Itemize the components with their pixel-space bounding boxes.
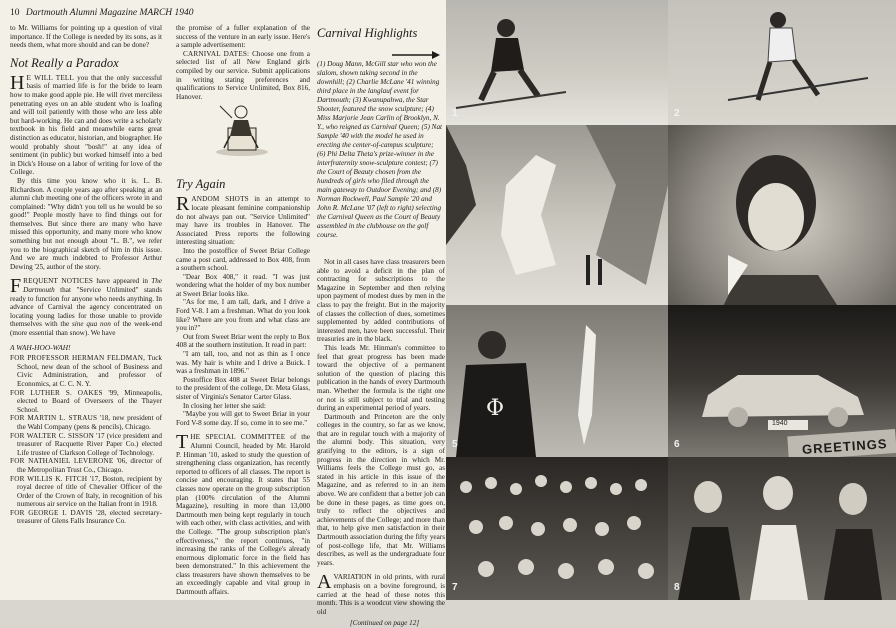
photo-number: 5: [452, 439, 458, 450]
intro-paragraph: to Mr. Williams for pointing up a question of vital importance. If the College is needed by its sons, as it needs them, what more should and can be done?: [10, 24, 162, 50]
student-sketch-illustration: [212, 98, 272, 158]
paradox-paragraph-1: H E WILL TELL you that the only successful basis of married life is for the bride to learn how to make good apple pie. He will rivet merciless penetrating eyes on an able student who is loafing and will toil patiently with those who are less able but hard-working. He can and does write a scholarly textbook in his field and meanwhile earns great distinction as educator, historian, and biographer. He would probably shout "bosh!" at any idea of sentiment (in public) but worked himself into a bed in Dick's House on a labor of writing for love of the College.: [10, 71, 162, 177]
photo-number: 2: [674, 108, 680, 119]
honors-list: [10, 354, 162, 526]
heading-try-again: Try Again: [176, 177, 226, 192]
continued-note: [Continued on page 12]: [349, 619, 420, 628]
promise-paragraph: the promise of a fuller explanation of the success of the venture in an early issue. Here's a sample advertisement:: [176, 24, 310, 50]
princeton-paragraph: Dartmouth and Princeton are the only colleges in the country, so far as we know, that are in regular touch with a majority of the alumni body. This situation, very gratifying to the editors, is a sign of progress in the direction in which Mr. Williams feels the College must go, as stated in his article in this issue of the Magazine, and as referred to in an item above. We are confident that a better job can be done in these pages, as time goes on, truly to reflect the objectives and achievements of the College; and more than that, to help give men satisfaction in their Dartmouth association during the fifty years of post-college life, that Mr. Williams describes, as well as the undergraduate four years.: [317, 412, 446, 567]
service-unlimited-paragraph: FREQUENT NOTICES have appeared in The Dartmouth that "Service Unlimited" stands ready to function for anyone who needs anything. In advance of Carnival the agency concentrated on locating young ladies for those unable to provide themselves with the sine qua non of the week-end (more essential than snow). We have: [10, 275, 163, 337]
photo-5-sculptor-with-model: [446, 305, 668, 457]
drop-cap: F: [10, 275, 22, 298]
wah-hoo-wah-heading: A WAH-HOO-WAH!: [10, 342, 71, 352]
photo-6-fraternity-sculpture: [668, 305, 896, 457]
honor-item: FOR NATHANIEL LEVERONE '06, director of the Metropolitan Trust Co., Chicago.: [10, 457, 162, 474]
try-again-paragraph-6: "I am tall, too, and not as thin as I once was. My hair is white and I drive a Buick. I was a freshman in 1896.": [176, 350, 310, 376]
drop-cap: A: [317, 571, 332, 594]
photo-8-queen-selection: [668, 457, 896, 600]
committee-paragraph: THE SPECIAL COMMITTEE of the Alumni Council, headed by Mr. Harold P. Hinman '10, asked to study the question of strengthening class organization, has recently reported to officers of all classes. The report is concise and encouraging. It states that 55 classes now operate on the group subscription plan (100% circulation of the Alumni Magazine), resulting in more than 13,000 Dartmouth men being kept regularly in touch with each other, with class activities, and with the College. "The group subscription plan's effectiveness," the report continues, "in increasing the ranks of the College's already enormous diplomatic force in the field has been demonstrated." In this achievement the class treasurers have shown themselves to be an exceedingly capable and vital group in Dartmouth affairs.: [176, 431, 310, 597]
heading-not-really-a-paradox: Not Really a Paradox: [10, 55, 119, 70]
honor-item: FOR GEORGE I. DAVIS '28, elected secretary-treasurer of Glens Falls Insurance Co.: [10, 508, 162, 526]
drop-cap: R: [176, 193, 190, 216]
photo-number: 8: [674, 582, 680, 593]
svg-text:Φ: Φ: [486, 396, 505, 421]
try-again-paragraph-3: "Dear Box 408," it read. "I was just wondering what the holder of my box number at Sweet Briar looks like.: [176, 272, 310, 298]
try-again-paragraph-1: RANDOM SHOTS in an attempt to locate pleasant feminine companionship do not always pan out. "Service Unlimited" may have its troubles in Hanover. The Associated Press reports the following interesting situation:: [176, 193, 310, 247]
photo-number: 7: [452, 582, 458, 593]
progress-paragraph: This leads Mr. Hinman's committee to feel that great progress has been made toward the objective of a permanent solution of the question of placing this publication in the hands of every Dartmouth man. Whether the formula is the right one or not is still subject to trial and testing during an experimental period of years.: [317, 343, 445, 413]
photo-caption: (1) Doug Mann, McGill star who won the slalom, shown taking second in the downhill; (2) Charlie McLane '41 winning third place in the langlauf event for Dartmouth; (3) Kwanupahwa, the Star Shooter, featured the snow sculpture; (4) Miss Marjorie Jean Carlin of Brooklyn, N. Y., who reigned as Carnival Queen; (5) Nat Sample '40 with the model he used in erecting the center-of-campus sculpture; (6) Phi Delta Theta's prize-winner in the interfraternity snow-sculpture contest; (7) the Court of Beauty chosen from the hundreds of girls who filed through the main gateway to Outdoor Evening; and (8) Norman Rockwell, Paul Sample '20 and John R. McLane '07 (left to right) selecting the Carnival Queen as the Court of Beauty assembled in the clubhouse on the golf course.: [317, 60, 443, 239]
carnival-highlights-heading: Carnival Highlights: [317, 26, 418, 40]
try-again-paragraph-8: In closing her letter she said:: [183, 401, 266, 410]
drop-cap: H: [10, 71, 25, 94]
magazine-title: Dartmouth Alumni Magazine: [25, 8, 138, 18]
photo-number: 1: [452, 108, 458, 119]
paradox-paragraph-2: By this time you know who it is. L. B. Richardson. A couple years ago after speaking at an alumni club meeting one of the officers wrote in and complained: "Why didn't you tell us he would be so good!" People mostly have to find things out for themselves. But since there are many who have missed this opportunity, and many more who know something but not enough about "L. B.", we refer you to the biographical sketch of him in this issue. And we are much indebted to Professor Arthur Dewing '25, author of the story.: [10, 176, 162, 271]
arrow-right-icon: [392, 50, 440, 60]
try-again-paragraph-2: Into the postoffice of Sweet Briar College came a post card, addressed to Box 408, from a southern school.: [176, 246, 310, 273]
sample-ad: CARNIVAL DATES: Choose one from a selected list of all New England girls compiled by our service. Submit applications in writing stating preferences and qualifications to Service Unlimited, Box 816, Hanover.: [176, 49, 310, 101]
page-number: 10: [10, 8, 20, 18]
photo-number: 6: [674, 439, 680, 450]
drop-cap: T: [176, 431, 189, 454]
running-header: [10, 8, 194, 18]
photo-2-langlauf-skier: [668, 0, 896, 125]
honor-item: FOR PROFESSOR HERMAN FELDMAN, Tuck School, new dean of the school of Business and Civic Administration, and professor of Economics, at C. C. N. Y.: [10, 354, 162, 388]
woodcut-paragraph: A VARIATION in old prints, with rural emphasis on a bovine foreground, is carried at the head of these notes this month. This is a woodcut view showing the old: [317, 571, 445, 616]
honor-item: FOR LUTHER S. OAKES '99, Minneapolis, elected to Board of Overseers of the Thayer School.: [10, 388, 162, 414]
photo-7-court-of-beauty: [446, 457, 668, 600]
honor-item: FOR WILLIS K. FITCH '17, Boston, recipient by royal decree of title of Chevalier Officer of the Order of the Crown of Italy, in recognition of his numerous air service on the Italian front in 1918.: [10, 474, 162, 509]
column-1: [10, 24, 162, 598]
try-again-paragraph-7: Postoffice Box 408 at Sweet Briar belongs to the president of the college, Dr. Meta Glass, sister of Virginia's Senator Carter Glass.: [176, 375, 310, 401]
column-3: [317, 258, 446, 628]
greetings-banner: GREETINGS: [801, 436, 888, 457]
try-again-paragraph-5: Out from Sweet Briar went the reply to Box 408 at the southern institution. It read in part:: [176, 332, 310, 350]
try-again-paragraph-9: "Maybe you will get to Sweet Briar in your Ford V-8 some day. If so, come in to see me.": [176, 410, 310, 427]
try-again-paragraph-4: "As for me, I am tall, dark, and I drive a Ford V-8. I am a freshman. What do you look like? Where are you from and what class are you in?": [176, 298, 310, 333]
issue-date: MARCH 1940: [139, 8, 194, 18]
photo-1-skier-downhill: [446, 0, 668, 125]
treasurers-paragraph: Not in all cases have class treasurers been able to avoid a deficit in the plan of contracting for subscriptions to the Magazine in September and then relying upon payment of modest dues by men in the class to pay the freight. But in the majority of classes the collection of dues, sometimes supplemented by added contributions of interested men, have been successful. Their treasuries are in the black.: [317, 258, 445, 344]
honor-item: FOR WALTER C. SISSON '17 (vice president and treasurer of Racquette River Paper Co.) elected Life trustee of Clarkson College of Technology.: [10, 431, 162, 457]
honor-item: FOR MARTIN L. STRAUS '18, new president of the Wahl Company (pens & pencils), Chicago.: [10, 414, 162, 431]
license-plate: 1940: [772, 420, 788, 427]
